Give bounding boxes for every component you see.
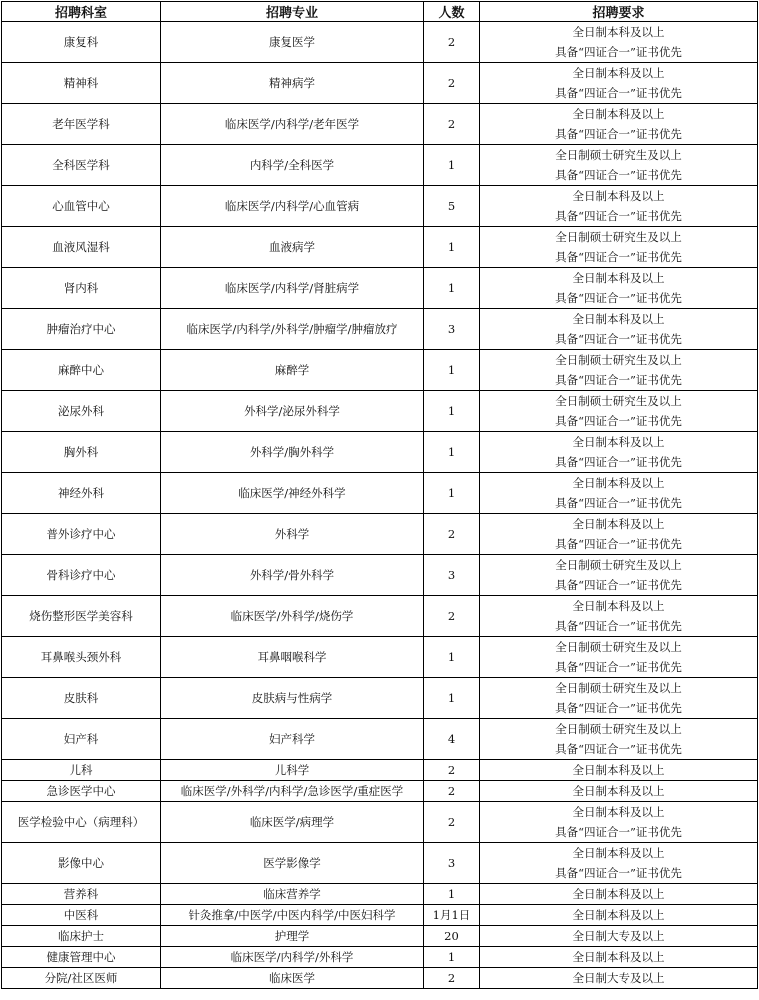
requirement-line: 全日制大专及以上	[572, 971, 665, 985]
cell-requirement	[480, 843, 758, 884]
cell-major: 医学影像学	[161, 843, 424, 884]
cell-dept: 心血管中心	[2, 186, 161, 227]
requirement-line: 具备“四证合一”证书优先	[555, 578, 682, 592]
table-row	[2, 947, 758, 968]
requirement-line: 具备“四证合一”证书优先	[555, 660, 682, 674]
cell-major: 临床医学/神经外科学	[161, 473, 424, 514]
cell-dept: 临床护士	[2, 926, 161, 947]
requirement-line: 全日制本科及以上	[572, 66, 665, 80]
requirement-line: 全日制本科及以上	[572, 435, 665, 449]
requirement-line: 具备“四证合一”证书优先	[555, 332, 682, 346]
cell-requirement	[480, 760, 758, 781]
header-count: 人数	[424, 2, 480, 22]
cell-count: 20	[424, 926, 480, 947]
cell-dept: 皮肤科	[2, 678, 161, 719]
cell-count: 1月1日	[424, 905, 480, 926]
requirement-line: 全日制本科及以上	[572, 517, 665, 531]
cell-count: 1	[424, 350, 480, 391]
cell-dept: 全科医学科	[2, 145, 161, 186]
cell-requirement	[480, 719, 758, 760]
cell-requirement	[480, 22, 758, 63]
cell-major: 临床医学/外科学/烧伤学	[161, 596, 424, 637]
cell-major: 外科学	[161, 514, 424, 555]
cell-dept: 儿科	[2, 760, 161, 781]
table-row	[2, 391, 758, 432]
requirement-line: 全日制硕士研究生及以上	[555, 353, 682, 367]
cell-requirement	[480, 802, 758, 843]
cell-major: 临床医学	[161, 968, 424, 989]
header-major: 招聘专业	[161, 2, 424, 22]
cell-requirement	[480, 596, 758, 637]
cell-dept: 普外诊疗中心	[2, 514, 161, 555]
table-row	[2, 145, 758, 186]
requirement-line: 全日制本科及以上	[572, 846, 665, 860]
cell-dept: 麻醉中心	[2, 350, 161, 391]
cell-count: 2	[424, 802, 480, 843]
requirement-line: 全日制本科及以上	[572, 476, 665, 490]
requirement-line: 全日制本科及以上	[572, 805, 665, 819]
cell-count: 2	[424, 760, 480, 781]
table-row	[2, 514, 758, 555]
requirement-line: 全日制本科及以上	[572, 271, 665, 285]
requirement-line: 全日制本科及以上	[572, 950, 665, 964]
cell-count: 1	[424, 884, 480, 905]
cell-requirement	[480, 637, 758, 678]
table-row	[2, 843, 758, 884]
cell-count: 1	[424, 947, 480, 968]
table-row	[2, 968, 758, 989]
table-row	[2, 350, 758, 391]
cell-requirement	[480, 781, 758, 802]
requirement-line: 全日制本科及以上	[572, 312, 665, 326]
cell-requirement	[480, 884, 758, 905]
requirement-line: 具备“四证合一”证书优先	[555, 414, 682, 428]
cell-requirement	[480, 514, 758, 555]
requirement-line: 全日制硕士研究生及以上	[555, 230, 682, 244]
requirement-line: 全日制本科及以上	[572, 908, 665, 922]
requirement-line: 全日制硕士研究生及以上	[555, 148, 682, 162]
table-row	[2, 719, 758, 760]
cell-count: 2	[424, 596, 480, 637]
cell-requirement	[480, 227, 758, 268]
table-row	[2, 104, 758, 145]
cell-count: 1	[424, 432, 480, 473]
cell-dept: 烧伤整形医学美容科	[2, 596, 161, 637]
table-row	[2, 781, 758, 802]
cell-count: 1	[424, 268, 480, 309]
cell-dept: 康复科	[2, 22, 161, 63]
cell-dept: 妇产科	[2, 719, 161, 760]
requirement-line: 全日制本科及以上	[572, 763, 665, 777]
cell-requirement	[480, 678, 758, 719]
table-row	[2, 555, 758, 596]
cell-requirement	[480, 309, 758, 350]
requirement-line: 全日制硕士研究生及以上	[555, 681, 682, 695]
cell-dept: 肿瘤治疗中心	[2, 309, 161, 350]
requirement-line: 全日制硕士研究生及以上	[555, 722, 682, 736]
cell-major: 儿科学	[161, 760, 424, 781]
cell-dept: 精神科	[2, 63, 161, 104]
cell-major: 精神病学	[161, 63, 424, 104]
header-dept: 招聘科室	[2, 2, 161, 22]
requirement-line: 具备“四证合一”证书优先	[555, 373, 682, 387]
requirement-line: 具备“四证合一”证书优先	[555, 291, 682, 305]
cell-dept: 分院/社区医师	[2, 968, 161, 989]
cell-count: 2	[424, 514, 480, 555]
cell-major: 外科学/胸外科学	[161, 432, 424, 473]
cell-requirement	[480, 926, 758, 947]
requirement-line: 具备“四证合一”证书优先	[555, 250, 682, 264]
cell-count: 2	[424, 968, 480, 989]
table-row	[2, 760, 758, 781]
table-row	[2, 637, 758, 678]
table-row	[2, 884, 758, 905]
requirement-line: 具备“四证合一”证书优先	[555, 496, 682, 510]
cell-requirement	[480, 145, 758, 186]
cell-major: 耳鼻咽喉科学	[161, 637, 424, 678]
cell-requirement	[480, 268, 758, 309]
cell-major: 皮肤病与性病学	[161, 678, 424, 719]
table-row	[2, 905, 758, 926]
table-row	[2, 309, 758, 350]
cell-dept: 急诊医学中心	[2, 781, 161, 802]
cell-dept: 骨科诊疗中心	[2, 555, 161, 596]
cell-count: 2	[424, 63, 480, 104]
cell-dept: 中医科	[2, 905, 161, 926]
table-row	[2, 186, 758, 227]
cell-major: 临床医学/内科学/肾脏病学	[161, 268, 424, 309]
table-row	[2, 473, 758, 514]
header-row	[2, 2, 758, 22]
cell-requirement	[480, 391, 758, 432]
requirement-line: 具备“四证合一”证书优先	[555, 619, 682, 633]
requirement-line: 具备“四证合一”证书优先	[555, 825, 682, 839]
cell-dept: 营养科	[2, 884, 161, 905]
cell-requirement	[480, 350, 758, 391]
cell-count: 3	[424, 309, 480, 350]
cell-dept: 泌尿外科	[2, 391, 161, 432]
cell-major: 临床医学/内科学/心血管病	[161, 186, 424, 227]
table-row	[2, 802, 758, 843]
cell-major: 临床医学/内科学/外科学/肿瘤学/肿瘤放疗	[161, 309, 424, 350]
cell-major: 临床医学/外科学/内科学/急诊医学/重症医学	[161, 781, 424, 802]
cell-major: 针灸推拿/中医学/中医内科学/中医妇科学	[161, 905, 424, 926]
cell-dept: 老年医学科	[2, 104, 161, 145]
cell-dept: 耳鼻喉头颈外科	[2, 637, 161, 678]
requirement-line: 全日制本科及以上	[572, 784, 665, 798]
cell-dept: 影像中心	[2, 843, 161, 884]
table-row	[2, 432, 758, 473]
cell-count: 3	[424, 843, 480, 884]
table-row	[2, 227, 758, 268]
cell-count: 5	[424, 186, 480, 227]
cell-major: 内科学/全科医学	[161, 145, 424, 186]
requirement-line: 全日制硕士研究生及以上	[555, 558, 682, 572]
requirement-line: 全日制本科及以上	[572, 107, 665, 121]
requirement-line: 具备“四证合一”证书优先	[555, 455, 682, 469]
table-row	[2, 678, 758, 719]
cell-major: 护理学	[161, 926, 424, 947]
cell-dept: 健康管理中心	[2, 947, 161, 968]
cell-dept: 血液风湿科	[2, 227, 161, 268]
requirement-line: 全日制本科及以上	[572, 887, 665, 901]
cell-dept: 肾内科	[2, 268, 161, 309]
cell-count: 1	[424, 678, 480, 719]
requirement-line: 具备“四证合一”证书优先	[555, 742, 682, 756]
requirement-line: 具备“四证合一”证书优先	[555, 701, 682, 715]
cell-requirement	[480, 968, 758, 989]
requirement-line: 具备“四证合一”证书优先	[555, 127, 682, 141]
requirement-line: 具备“四证合一”证书优先	[555, 537, 682, 551]
table-row	[2, 268, 758, 309]
cell-major: 临床医学/内科学/外科学	[161, 947, 424, 968]
cell-dept: 神经外科	[2, 473, 161, 514]
cell-major: 血液病学	[161, 227, 424, 268]
requirement-line: 全日制硕士研究生及以上	[555, 640, 682, 654]
requirement-line: 具备“四证合一”证书优先	[555, 86, 682, 100]
cell-major: 临床医学/内科学/老年医学	[161, 104, 424, 145]
requirement-line: 全日制本科及以上	[572, 189, 665, 203]
header-requirement: 招聘要求	[480, 2, 758, 22]
cell-major: 康复医学	[161, 22, 424, 63]
requirement-line: 具备“四证合一”证书优先	[555, 168, 682, 182]
table-row	[2, 63, 758, 104]
cell-count: 1	[424, 145, 480, 186]
cell-count: 2	[424, 104, 480, 145]
cell-count: 1	[424, 637, 480, 678]
cell-major: 临床医学/病理学	[161, 802, 424, 843]
cell-requirement	[480, 947, 758, 968]
requirement-line: 全日制本科及以上	[572, 599, 665, 613]
cell-count: 2	[424, 22, 480, 63]
table-row	[2, 22, 758, 63]
cell-major: 外科学/泌尿外科学	[161, 391, 424, 432]
requirement-line: 具备“四证合一”证书优先	[555, 866, 682, 880]
requirement-line: 全日制硕士研究生及以上	[555, 394, 682, 408]
requirement-line: 具备“四证合一”证书优先	[555, 45, 682, 59]
cell-count: 1	[424, 473, 480, 514]
cell-requirement	[480, 104, 758, 145]
requirement-line: 具备“四证合一”证书优先	[555, 209, 682, 223]
cell-major: 外科学/骨外科学	[161, 555, 424, 596]
cell-requirement	[480, 432, 758, 473]
cell-major: 临床营养学	[161, 884, 424, 905]
table-row	[2, 926, 758, 947]
cell-dept: 医学检验中心（病理科）	[2, 802, 161, 843]
cell-count: 2	[424, 781, 480, 802]
cell-requirement	[480, 555, 758, 596]
requirement-line: 全日制大专及以上	[572, 929, 665, 943]
cell-major: 麻醉学	[161, 350, 424, 391]
cell-dept: 胸外科	[2, 432, 161, 473]
cell-requirement	[480, 63, 758, 104]
cell-requirement	[480, 905, 758, 926]
cell-major: 妇产科学	[161, 719, 424, 760]
cell-count: 3	[424, 555, 480, 596]
cell-requirement	[480, 473, 758, 514]
cell-requirement	[480, 186, 758, 227]
requirement-line: 全日制本科及以上	[572, 25, 665, 39]
cell-count: 1	[424, 391, 480, 432]
table-row	[2, 596, 758, 637]
cell-count: 1	[424, 227, 480, 268]
recruitment-table	[1, 1, 758, 989]
cell-count: 4	[424, 719, 480, 760]
